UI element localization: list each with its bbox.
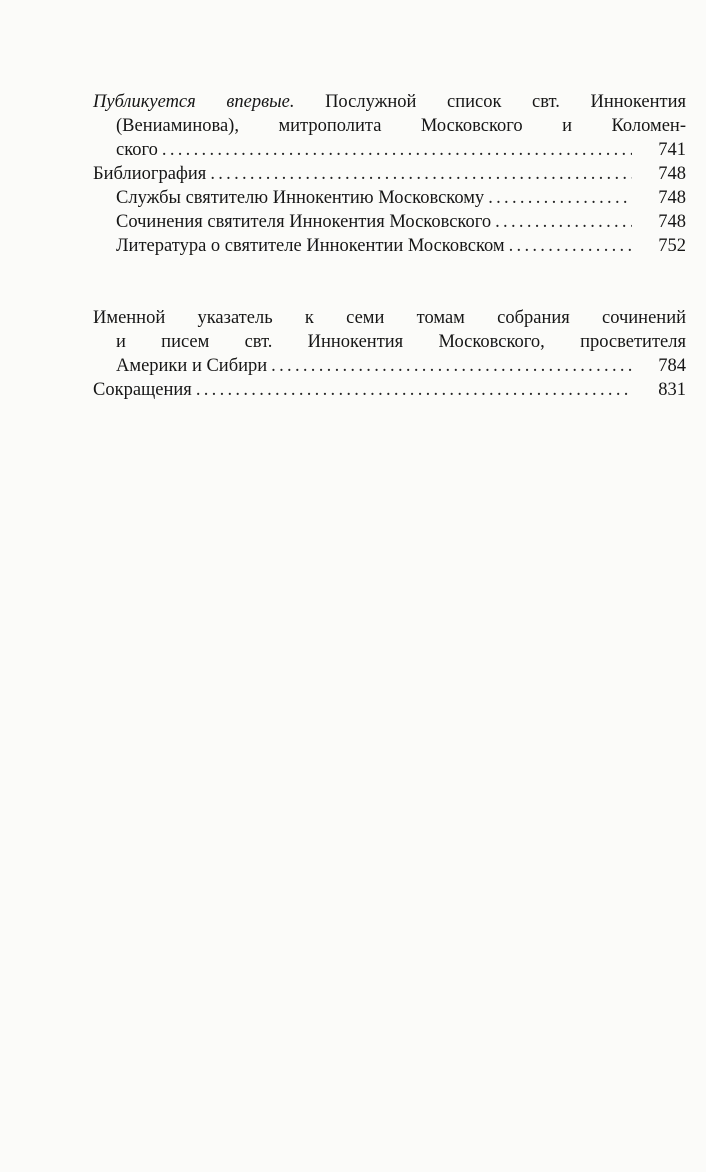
dot-leader xyxy=(509,234,632,258)
dot-leader xyxy=(162,138,632,162)
toc-entry-line xyxy=(93,114,686,138)
page-number: 752 xyxy=(658,236,686,256)
toc-entry-line xyxy=(93,330,686,354)
dot-leader xyxy=(271,354,632,378)
dot-leader xyxy=(495,210,632,234)
page-number: 741 xyxy=(658,140,686,160)
toc-entry-line xyxy=(93,90,686,114)
toc-entry-title: Сокращения xyxy=(93,380,192,400)
toc-subentry-title: Службы святителю Иннокентию Московскому xyxy=(116,188,485,208)
toc-subentry xyxy=(93,186,686,210)
italic-lead: Публикуется впервые. xyxy=(93,92,295,112)
toc-entry-line xyxy=(93,138,686,162)
toc-entry-title: Библиография xyxy=(93,164,207,184)
toc-entry-service-record xyxy=(93,90,686,162)
toc-entry-line xyxy=(93,354,686,378)
toc-entry-text: Послужной список свт. Иннокентия xyxy=(325,92,686,112)
page-number: 831 xyxy=(658,380,686,400)
toc-entry-line xyxy=(93,162,686,186)
toc-subentry-title: Литература о святителе Иннокентии Московском xyxy=(116,236,505,256)
page-number: 748 xyxy=(658,164,686,184)
toc-entry-name-index xyxy=(93,306,686,378)
toc-subentry xyxy=(93,234,686,258)
table-of-contents xyxy=(93,90,686,402)
toc-entry-text: ского xyxy=(116,140,158,160)
toc-subentry-title: Сочинения святителя Иннокентия Московского xyxy=(116,212,492,232)
dot-leader xyxy=(196,378,632,402)
dot-leader xyxy=(210,162,632,186)
toc-entry-text: Именной указатель к семи томам собрания сочинений xyxy=(93,308,686,328)
toc-subentry xyxy=(93,210,686,234)
toc-entry-abbreviations xyxy=(93,378,686,402)
page-number: 748 xyxy=(658,188,686,208)
toc-entry-text: Америки и Сибири xyxy=(116,356,268,376)
dot-leader xyxy=(488,186,632,210)
toc-entry-line xyxy=(93,306,686,330)
toc-entry-line xyxy=(93,378,686,402)
toc-subentries xyxy=(93,186,686,258)
page-number: 748 xyxy=(658,212,686,232)
toc-entry-text: (Вениаминова), митрополита Московского и Коломен- xyxy=(116,116,686,136)
toc-entry-bibliography xyxy=(93,162,686,258)
section-gap xyxy=(93,258,686,306)
toc-entry-text: и писем свт. Иннокентия Московского, просветителя xyxy=(116,332,686,352)
page-number: 784 xyxy=(658,356,686,376)
